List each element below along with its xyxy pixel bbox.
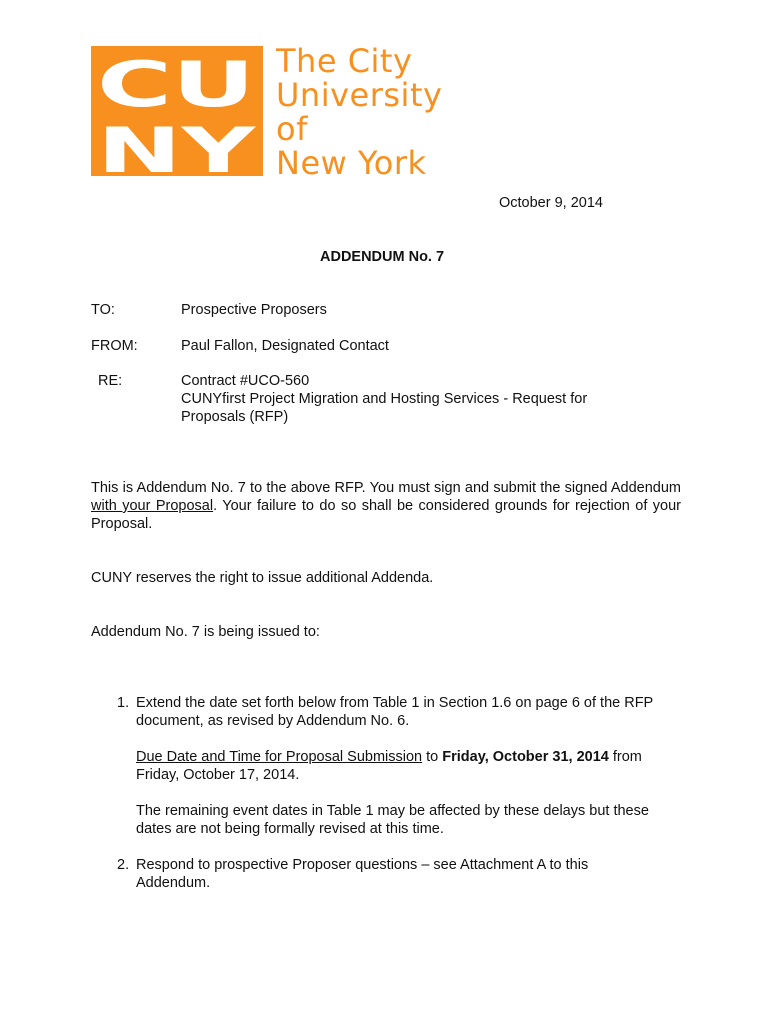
document-title: ADDENDUM No. 7 bbox=[320, 249, 445, 265]
re-line-2: CUNYfirst Project Migration and Hosting Services - Request for bbox=[181, 391, 588, 407]
reserve-statement: CUNY reserves the right to issue additional Addenda. bbox=[91, 570, 434, 586]
due-date-new: Friday, October 31, 2014 bbox=[442, 749, 609, 765]
logo-letters-top: CU bbox=[97, 48, 255, 121]
logo-line-2: University bbox=[276, 76, 443, 114]
intro-paragraph bbox=[91, 479, 681, 533]
logo-letters-bottom: NY bbox=[97, 114, 257, 176]
due-date-from: from Friday, October 17, 2014. bbox=[136, 749, 642, 783]
from-label: FROM: bbox=[91, 338, 138, 354]
re-line-3: Proposals (RFP) bbox=[181, 409, 289, 425]
logo-line-3: of bbox=[276, 110, 308, 148]
due-date-paragraph bbox=[136, 748, 681, 784]
intro-text-2: . Your failure to do so shall be considered grounds for rejection of your Proposal. bbox=[91, 498, 682, 532]
item-1-text: Extend the date set forth below from Table 1 in Section 1.6 on page 6 of the RFP document, as revised by Addendum No. 6. bbox=[136, 695, 653, 729]
logo-wordmark bbox=[276, 44, 442, 180]
due-date-underlined: Due Date and Time for Proposal Submission bbox=[136, 749, 423, 765]
from-value: Paul Fallon, Designated Contact bbox=[181, 338, 389, 354]
logo-line-1: The City bbox=[276, 42, 413, 80]
document-date: October 9, 2014 bbox=[499, 195, 603, 211]
item-2-text: Respond to prospective Proposer questions – see Attachment A to this Addendum. bbox=[136, 857, 589, 891]
to-label: TO: bbox=[91, 302, 115, 318]
logo-line-4: New York bbox=[276, 144, 427, 182]
item-2-number: 2. bbox=[117, 857, 130, 873]
intro-text-1: This is Addendum No. 7 to the above RFP. You must sign and submit the signed Addendum bbox=[91, 480, 681, 496]
intro-underlined: with your Proposal bbox=[91, 498, 214, 514]
cuny-logo-block bbox=[91, 46, 263, 176]
remaining-dates-paragraph: The remaining event dates in Table 1 may be affected by these delays but these dates are not being formally revised at this time. bbox=[136, 803, 649, 837]
due-date-to: to bbox=[422, 749, 443, 765]
re-label: RE: bbox=[98, 373, 123, 389]
to-value: Prospective Proposers bbox=[181, 302, 327, 318]
item-1-number: 1. bbox=[117, 695, 130, 711]
cuny-logo-mark bbox=[91, 46, 263, 176]
re-line-1: Contract #UCO-560 bbox=[181, 373, 310, 389]
issued-statement: Addendum No. 7 is being issued to: bbox=[91, 624, 320, 640]
